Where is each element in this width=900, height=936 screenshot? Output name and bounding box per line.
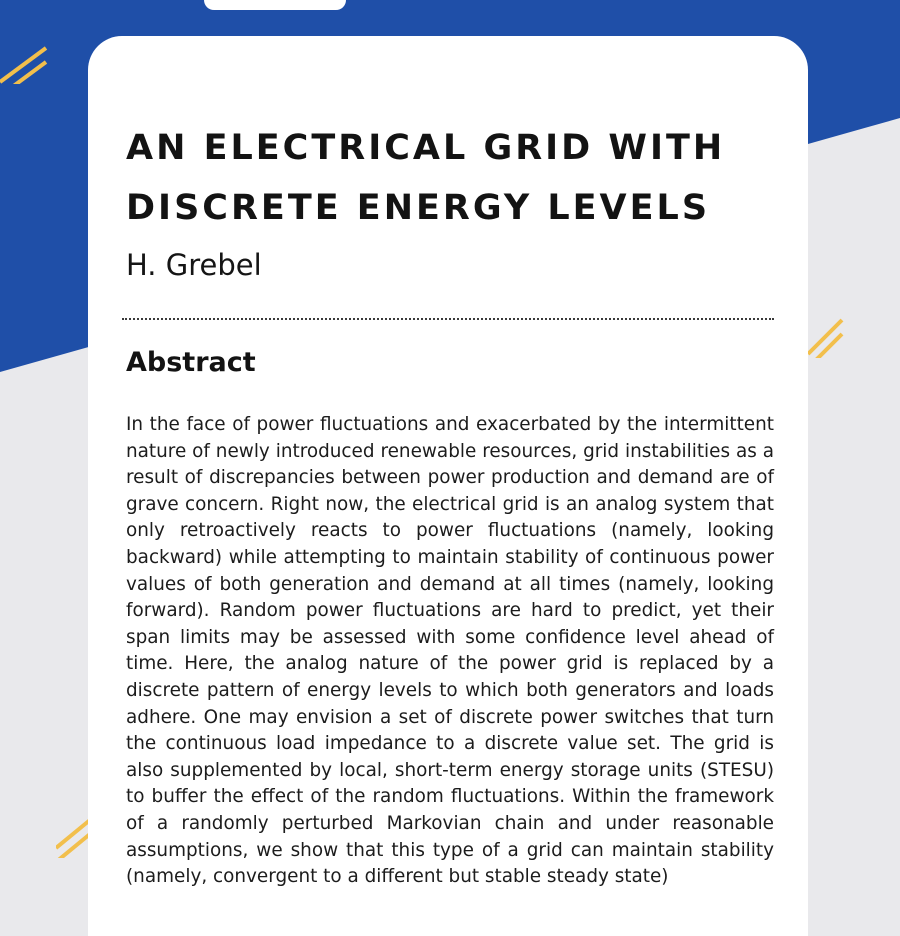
gold-stripes-decoration-right: [806, 318, 866, 358]
dotted-divider: [122, 318, 774, 320]
paper-card: [88, 36, 808, 936]
top-tab-decoration: [204, 0, 346, 10]
paper-title: AN ELECTRICAL GRID WITH DISCRETE ENERGY LEVELS: [126, 128, 726, 228]
abstract-heading: Abstract: [126, 347, 256, 378]
gold-stripes-decoration-top-left: [0, 44, 60, 84]
paper-author: H. Grebel: [126, 248, 262, 282]
abstract-text: In the face of power fluctuations and exacerbated by the intermittent nature of newly introduced renewable resources, grid instabilities as a result of discrepancies between power production and demand are of grave concern. Right now, the electrical grid is an analog system that only retroactively reacts to power fluctuations (namely, looking backward) while attempting to maintain stability of continuous power values of both generation and demand at all times (namely, looking forward). Random power fluctuations are hard to predict, yet their span limits may be assessed with some confidence level ahead of time. Here, the analog nature of the power grid is replaced by a discrete pattern of energy levels to which both generators and loads adhere. One may envision a set of discrete power switches that turn the continuous load impedance to a discrete value set. The grid is also supplemented by local, short-term energy storage units (STESU) to buffer the effect of the random fluctuations. Within the framework of a randomly perturbed Markovian chain and under reasonable assumptions, we show that this type of a grid can maintain stability (namely, convergent to a different but stable steady state): [126, 414, 774, 888]
